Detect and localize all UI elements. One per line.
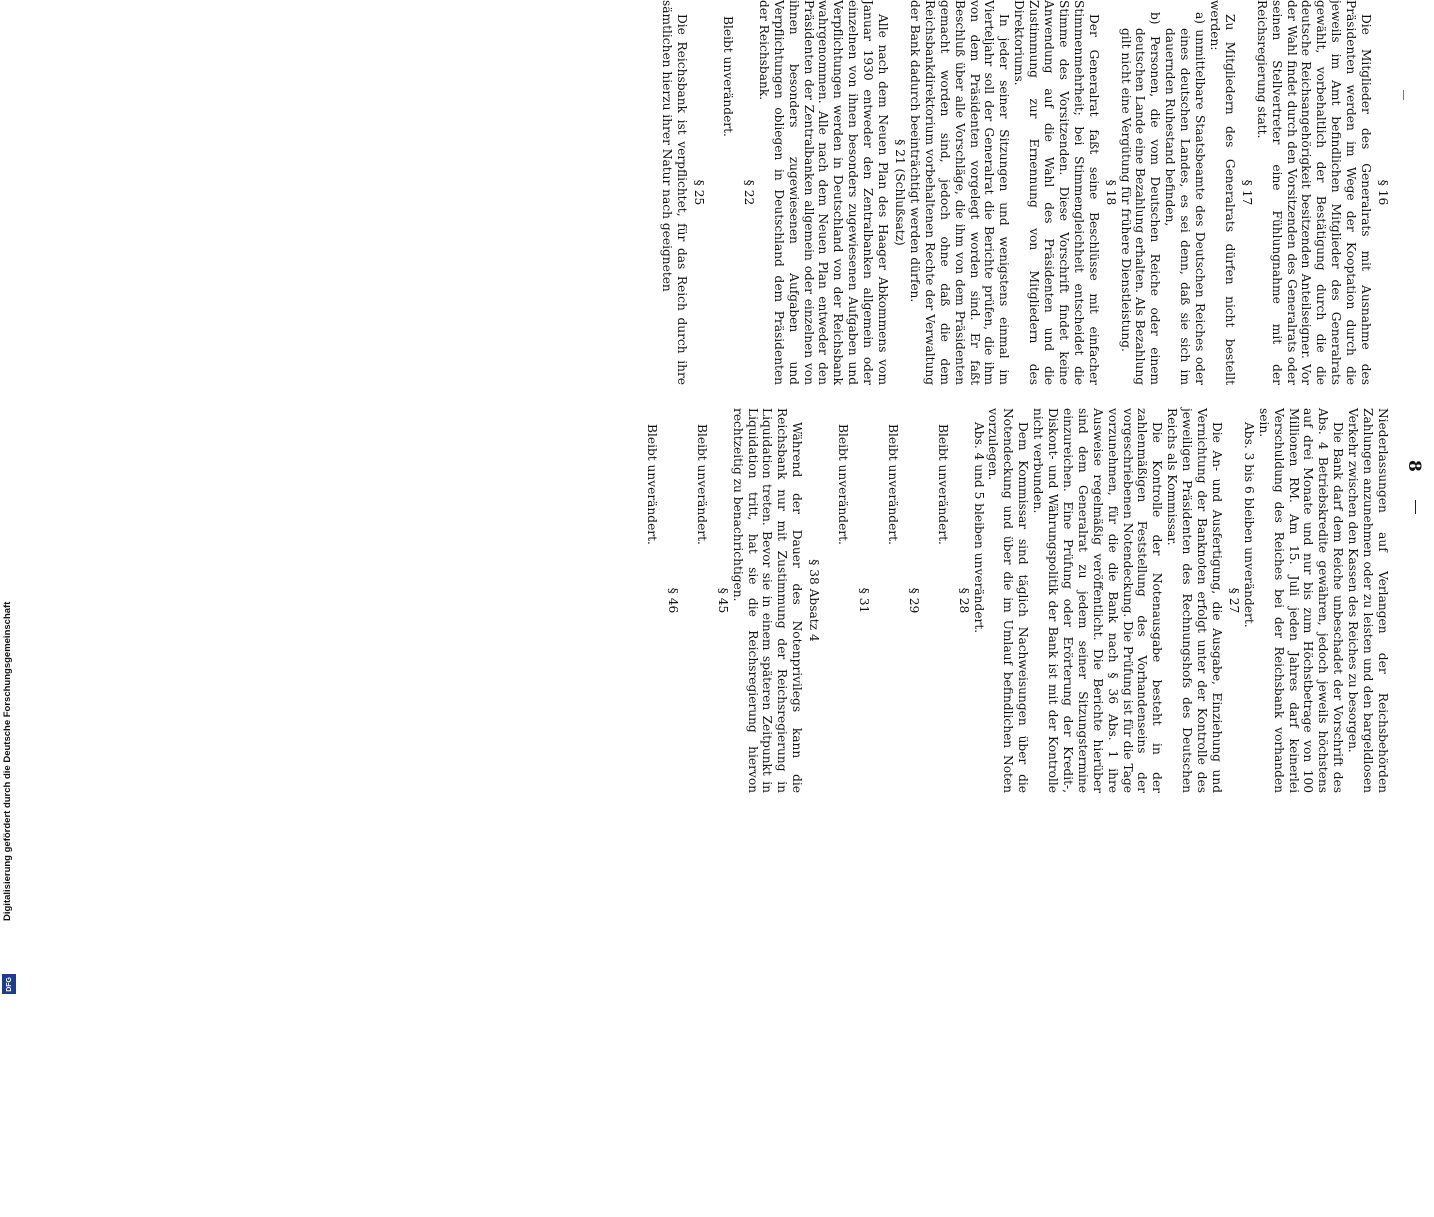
paragraph: Abs. 4 und 5 bleiben unverändert.	[971, 422, 986, 634]
page-rule-mark	[1403, 90, 1404, 100]
paragraph: In jeder seiner Sitzungen und wenigstens einmal im Vierteljahr soll der Generalrat die Berichte prüfen, die ihm von dem Präsidenten vorgelegt worden sind. Er faßt Beschluß über alle Vorschläge, die ihm von dem Präsidenten gemacht worden sind, jedoch ohne daß die dem Reichsbankdirektorium vorbehaltenen Rechte der Verwaltung der Bank dadurch beeinträchtigt werden dürfen.	[907, 0, 1012, 385]
unchanged-note: Bleibt unverändert.	[935, 424, 950, 545]
dfg-logo-label: DFG	[5, 976, 13, 992]
paragraph: Während der Dauer des Notenprivilegs kann die Reichsbank nur mit Zustimmung der Reichsregierung in Liquidation treten. Bevor sie in einem späteren Zeitpunkt in Liquidation tritt, hat sie die Reichsregierung hiervon rechtzeitig zu benachrichtigen.	[730, 408, 805, 793]
paragraph: Dem Kommissar sind täglich Nachweisungen über die Notendeckung und über die im Umlauf befindlichen Noten vorzulegen.	[986, 408, 1031, 793]
section-heading: § 38 Absatz 4	[807, 559, 822, 642]
paragraph: Zu Mitgliedern des Generalrats dürfen nicht bestellt werden:	[1208, 0, 1237, 385]
paragraph: Der Generalrat faßt seine Beschlüsse mit einfacher Stimmenmehrheit; bei Stimmengleichheit entscheidet die Stimme des Vorsitzenden. Diese Vorschrift findet keine Anwendung auf die Wahl des Präsidenten und die Zustimmung zur Ernennung von Mitgliedern des Direktoriums.	[1012, 0, 1101, 385]
section-heading: § 27	[1226, 587, 1241, 614]
rotated-page-scan	[217, 0, 1424, 1217]
section-heading: § 16	[1376, 179, 1390, 206]
list-item: b) Personen, die vom Deutschen Reiche oder einem deutschen Lande eine Bezahlung erhalten. Als Bezahlung gilt nicht eine Vergütung für frühere Dienstleistung.	[1118, 12, 1163, 385]
right-column	[630, 408, 1390, 793]
unchanged-note: Bleibt unverändert.	[721, 16, 736, 137]
section-heading: § 21 (Schlußsatz)	[893, 139, 907, 246]
list-item: a) unmittelbare Staatsbeamte des Deutschen Reiches oder eines deutschen Landes, es sei denn, daß sie sich im dauernden Ruhestand befinden,	[1163, 12, 1208, 385]
page-number: 8	[1404, 460, 1424, 472]
paragraph: Die Reichsbank ist verpflichtet, für das Reich durch ihre sämtlichen hierzu ihrer Natur nach geeigneten	[660, 0, 690, 385]
section-heading: § 29	[906, 587, 921, 614]
section-heading: § 28	[956, 587, 971, 614]
section-heading: § 17	[1239, 179, 1254, 206]
paragraph: Die An- und Ausfertigung, die Ausgabe, Einziehung und Vernichtung der Banknoten erfolgt unter der Kontrolle des jeweiligen Präsidenten des Rechnungshofs des Deutschen Reichs als Kommissar.	[1165, 408, 1225, 793]
section-heading: § 46	[665, 587, 680, 614]
left-column	[659, 0, 1390, 385]
unchanged-note: Bleibt unverändert.	[645, 424, 660, 545]
dfg-logo-icon	[2, 974, 16, 994]
section-heading: § 25	[692, 179, 707, 206]
paragraph: Die Kontrolle der Notenausgabe besteht in der zahlenmäßigen Feststellung des Vorhandenseins der vorgeschriebenen Notendeckung. Die Prüfung ist für die Tage vorzunehmen, für die die Bank nach § 36 Abs. 1 ihre Ausweise regelmäßig veröffentlicht. Die Berichte hierüber sind dem Generalrat zu jedem seiner Sitzungstermine einzureichen. Eine Prüfung oder Erörterung der Kredit-, Diskont- und Währungspolitik der Bank ist mit der Kontrolle nicht verbunden.	[1031, 408, 1165, 793]
paragraph: Die Mitglieder des Generalrats mit Ausnahme des Präsidenten werden im Wege der Kooptation durch die jeweils im Amt befindlichen Mitglieder des Generalrats gewählt, vorbehaltlich der Bestätigung durch die die deutsche Reichsangehörigkeit besitzenden Anteilseigner. Vor der Wahl findet durch den Vorsitzenden des Generalrats oder seinen Stellvertreter eine Fühlungnahme mit der Reichsregierung statt.	[1254, 0, 1374, 385]
paragraph: Alle nach dem Neuen Plan des Haager Abkommens vom Januar 1930 entweder den Zentralbanken allgemein oder einzelnen von ihnen besonders zugewiesenen Aufgaben und Verpflichtungen werden in Deutschland von der Reichsbank wahrgenommen. Alle nach dem Neuen Plan entweder den Präsidenten der Zentralbanken allgemein oder einzelnen von ihnen besonders zugewiesenen Aufgaben und Verpflichtungen obliegen in Deutschland dem Präsidenten der Reichsbank.	[756, 0, 891, 385]
section-heading: § 18	[1103, 179, 1118, 206]
paragraph: Die Bank darf dem Reiche unbeschadet der Vorschrift des Abs. 4 Betriebskredite gewähren, jedoch jeweils höchstens auf drei Monate und nur bis zum Höchstbetrage von 100 Millionen RM. Am 15. Juli jeden Jahres darf keinerlei Verschuldung des Reiches bei der Reichsbank vorhanden sein.	[1256, 408, 1346, 793]
unchanged-note: Bleibt unverändert.	[885, 424, 900, 545]
section-heading: § 45	[715, 587, 730, 614]
unchanged-note: Bleibt unverändert.	[836, 424, 851, 545]
paragraph: Niederlassungen auf Verlangen der Reichsbehörden Zahlungen anzunehmen oder zu leisten und den bargeldlosen Verkehr zwischen den Kassen des Reiches zu besorgen.	[1346, 408, 1390, 793]
digitization-footer	[2, 602, 18, 994]
footer-credit-text: Digitalisierung gefördert durch die Deutsche Forschungsgemeinschaft	[2, 602, 13, 922]
paragraph: Abs. 3 bis 6 bleiben unverändert.	[1241, 422, 1256, 628]
section-heading: § 31	[857, 587, 871, 614]
unchanged-note: Bleibt unverändert.	[694, 424, 709, 545]
page-number-dash	[1415, 500, 1416, 514]
section-heading: § 22	[741, 179, 756, 206]
